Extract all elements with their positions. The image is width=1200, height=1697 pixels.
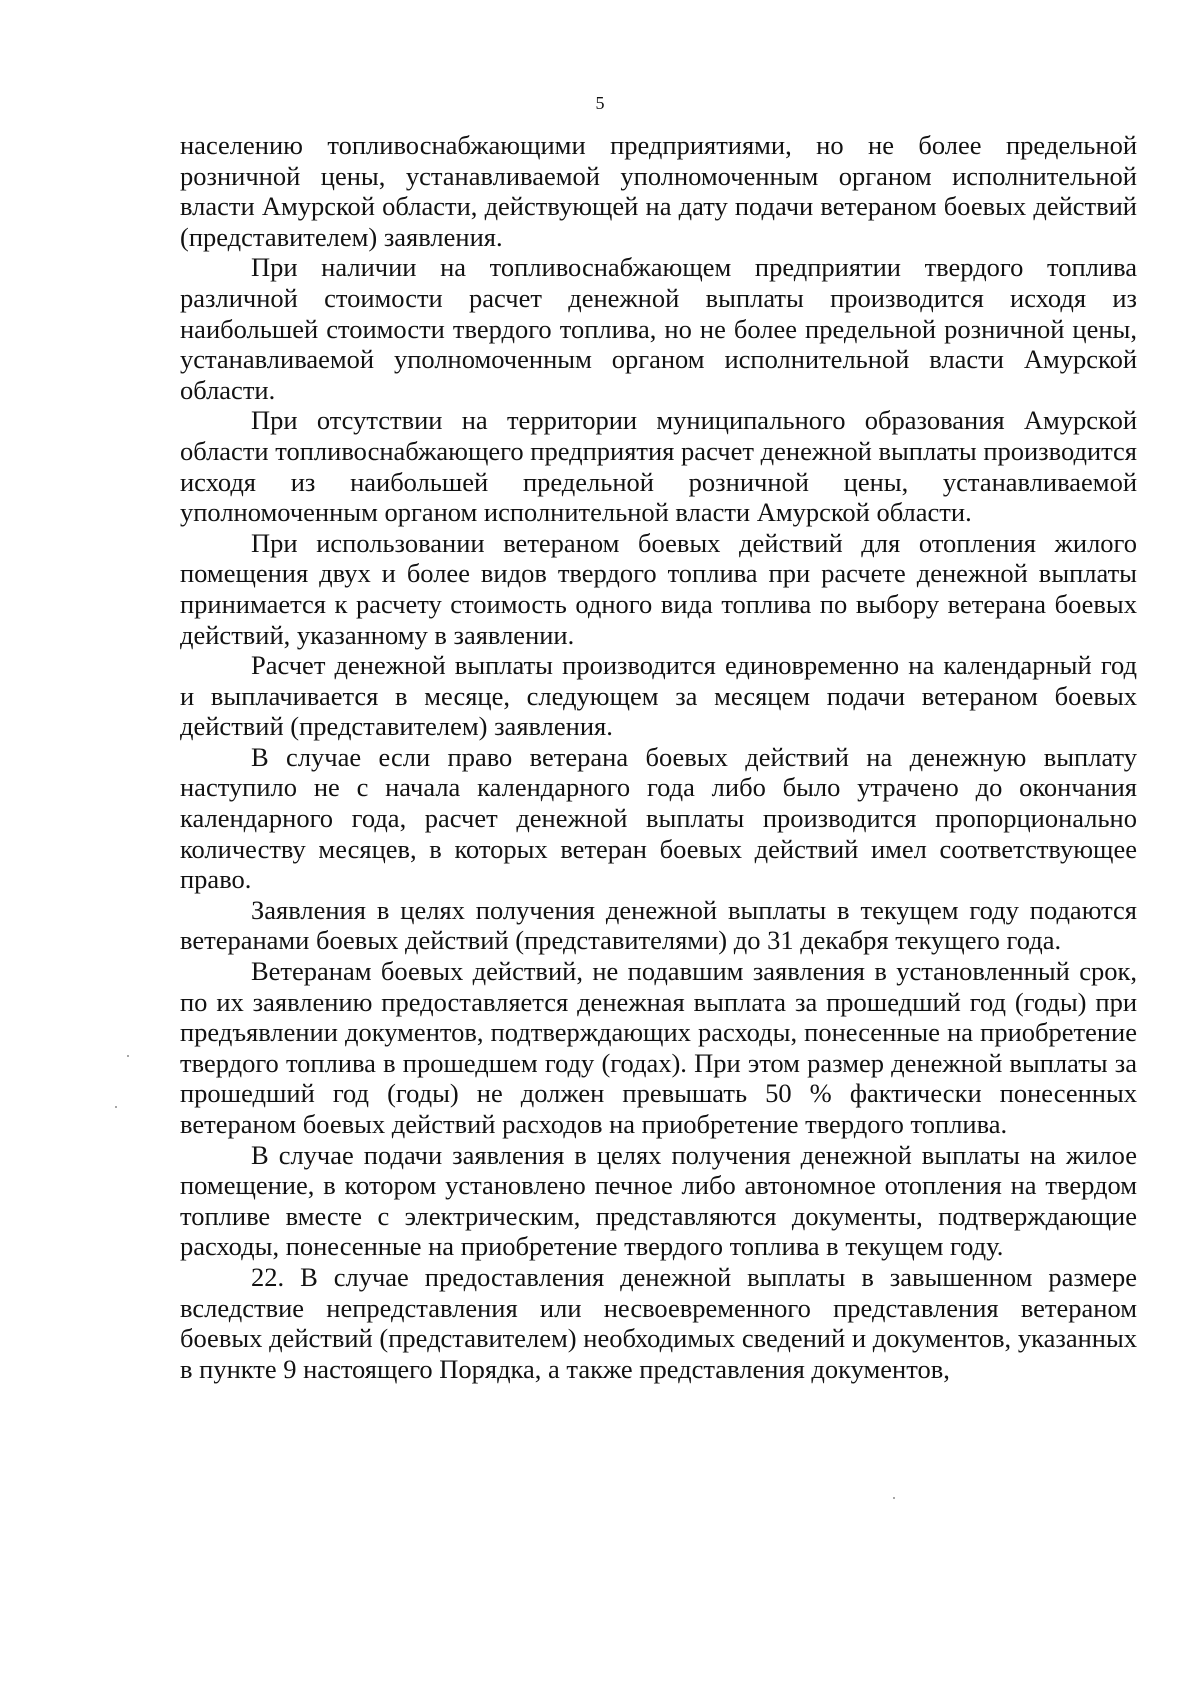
document-body <box>180 130 1137 1384</box>
paragraph: В случае подачи заявления в целях получения денежной выплаты на жилое помещение, в котором установлено печное либо автономное отопления на твердом топливе вместе с электрическим, представляются документы, подтверждающие расходы, понесенные на приобретение твердого топлива в текущем году. <box>180 1139 1137 1262</box>
paragraph: При использовании ветераном боевых действий для отопления жилого помещения двух и более видов твердого топлива при расчете денежной выплаты принимается к расчету стоимость одного вида топлива по выбору ветерана боевых действий, указанному в заявлении. <box>180 527 1137 650</box>
paragraph-item-22: 22. В случае предоставления денежной выплаты в завышенном размере вследствие непредставления или несвоевременного представления ветераном боевых действий (представителем) необходимых сведений и документов, указанных в пункте 9 настоящего Порядка, а также представления документов, <box>180 1261 1137 1384</box>
scan-speck <box>127 1055 129 1057</box>
paragraph: Заявления в целях получения денежной выплаты в текущем году подаются ветеранами боевых действий (представителями) до 31 декабря текущего года. <box>180 894 1137 956</box>
paragraph-continued: населению топливоснабжающими предприятиями, но не более предельной розничной цены, устанавливаемой уполномоченным органом исполнительной власти Амурской области, действующей на дату подачи ветераном боевых действий (представителем) заявления. <box>180 130 1137 252</box>
paragraph: При наличии на топливоснабжающем предприятии твердого топлива различной стоимости расчет денежной выплаты производится исходя из наибольшей стоимости твердого топлива, но не более предельной розничной цены, устанавливаемой уполномоченным органом исполнительной власти Амурской области. <box>180 252 1137 405</box>
paragraph: Расчет денежной выплаты производится единовременно на календарный год и выплачивается в месяце, следующем за месяцем подачи ветераном боевых действий (представителем) заявления. <box>180 650 1137 742</box>
paragraph: Ветеранам боевых действий, не подавшим заявления в установленный срок, по их заявлению предоставляется денежная выплата за прошедший год (годы) при предъявлении документов, подтверждающих расходы, понесенные на приобретение твердого топлива в прошедшем году (годах). При этом размер денежной выплаты за прошедший год (годы) не должен превышать 50 % фактически понесенных ветераном боевых действий расходов на приобретение твердого топлива. <box>180 956 1137 1139</box>
page-number: 5 <box>595 93 605 113</box>
paragraph: В случае если право ветерана боевых действий на денежную выплату наступило не с начала календарного года либо было утрачено до окончания календарного года, расчет денежной выплаты производится пропорционально количеству месяцев, в которых ветеран боевых действий имел соответствующее право. <box>180 741 1137 895</box>
scan-speck <box>115 1106 117 1108</box>
paragraph: При отсутствии на территории муниципального образования Амурской области топливоснабжающего предприятия расчет денежной выплаты производится исходя из наибольшей предельной розничной цены, устанавливаемой уполномоченным органом исполнительной власти Амурской области. <box>180 405 1137 528</box>
scan-speck <box>893 1497 895 1499</box>
